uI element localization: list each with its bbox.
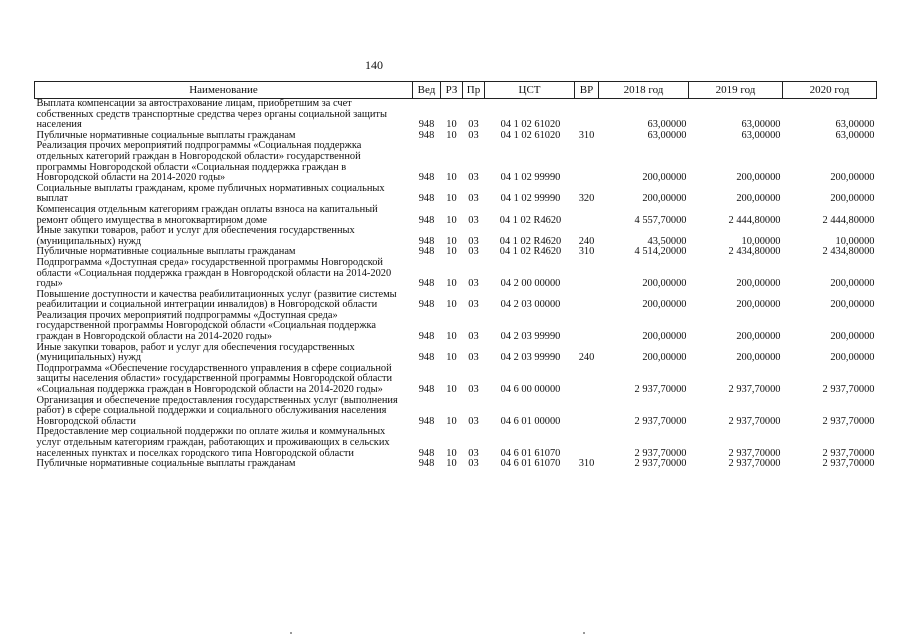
cell-2020: 200,00000 (830, 352, 875, 364)
cell-pr: 03 (468, 235, 479, 247)
cell-2019: 2 937,70000 (728, 415, 781, 427)
cell-2020: 200,00000 (830, 193, 875, 205)
cell-rz: 10 (446, 172, 457, 184)
cell-2018: 200,00000 (642, 331, 687, 343)
cell-ved: 948 (418, 129, 435, 141)
cell-name: Предоставление мер социальной поддержки по оплате жилья и коммунальных услуг отдельным категориям граждан, работающих и проживающих в сельских населенных пунктах и поселках городского типа Новгородской области (36, 426, 390, 459)
cell-2019: 200,00000 (736, 172, 781, 184)
cell-pr: 03 (468, 415, 479, 427)
cell-cst: 04 1 02 R4620 (499, 214, 562, 226)
cell-cst: 04 2 03 99990 (500, 331, 561, 343)
cell-2018: 4 557,70000 (634, 214, 687, 226)
cell-pr: 03 (468, 193, 479, 205)
cell-2018: 200,00000 (642, 299, 687, 311)
cell-2019: 63,00000 (741, 119, 781, 131)
table-row (35, 459, 877, 470)
cell-rz: 10 (446, 246, 457, 258)
cell-2020: 200,00000 (830, 331, 875, 343)
cell-name: Реализация прочих мероприятий подпрограммы «Доступная среда» государственной программы Новгородской области «Социальная поддержка граждан в Новгородской области на 2014-2020 годы» (36, 309, 377, 343)
table-row (35, 396, 877, 428)
cell-cst: 04 6 00 00000 (500, 384, 561, 396)
table-header-row (35, 82, 877, 99)
cell-2019: 10,00000 (741, 235, 781, 247)
cell-pr: 03 (468, 129, 479, 141)
cell-cst: 04 2 03 00000 (500, 299, 561, 311)
cell-vr (575, 141, 599, 183)
table-body (35, 99, 877, 470)
cell-2018: 200,00000 (642, 172, 687, 184)
cell-2019: 200,00000 (736, 299, 781, 311)
cell-pr: 03 (468, 458, 479, 470)
cell-vr (575, 290, 599, 311)
cell-ved: 948 (418, 278, 435, 290)
cell-cst: 04 1 02 61020 (500, 129, 561, 141)
cell-vr (575, 364, 599, 396)
table-row (35, 205, 877, 226)
cell-pr: 03 (468, 331, 479, 343)
cell-2019: 63,00000 (741, 129, 781, 141)
cell-2020: 2 937,70000 (822, 447, 875, 459)
cell-2018: 2 937,70000 (634, 458, 687, 470)
cell-2018: 63,00000 (647, 129, 687, 141)
scan-dot (290, 632, 292, 634)
header-2018: 2018 год (599, 82, 689, 99)
cell-2018: 63,00000 (647, 119, 687, 131)
cell-2018: 200,00000 (642, 278, 687, 290)
cell-2020: 10,00000 (835, 235, 875, 247)
table-row (35, 99, 877, 131)
cell-rz: 10 (446, 299, 457, 311)
cell-name: Реализация прочих мероприятий подпрограммы «Социальная поддержка отдельных категорий граждан в Новгородской области» государственной программы Новгородской области «Социальная поддержка граждан в Новгородской области на 2014-2020 годы» (36, 140, 362, 184)
cell-vr: 240 (578, 235, 595, 247)
cell-vr (575, 396, 599, 428)
cell-2019: 2 434,80000 (728, 246, 781, 258)
cell-ved: 948 (418, 352, 435, 364)
cell-2020: 2 937,70000 (822, 384, 875, 396)
cell-cst: 04 1 02 61020 (500, 119, 561, 131)
header-2019: 2019 год (689, 82, 783, 99)
cell-rz: 10 (446, 119, 457, 131)
cell-2018: 200,00000 (642, 352, 687, 364)
cell-rz: 10 (446, 129, 457, 141)
header-vr: ВР (575, 82, 599, 99)
cell-pr: 03 (468, 299, 479, 311)
header-ved: Вед (413, 82, 441, 99)
table-row (35, 226, 877, 247)
cell-2018: 200,00000 (642, 193, 687, 205)
table-row (35, 141, 877, 183)
table-row (35, 184, 877, 205)
cell-name: Компенсация отдельным категориям граждан оплаты взноса на капитальный ремонт общего имущества в многоквартирном доме (36, 203, 378, 226)
cell-ved: 948 (418, 214, 435, 226)
cell-pr: 03 (468, 119, 479, 131)
cell-rz: 10 (446, 447, 457, 459)
cell-2020: 200,00000 (830, 299, 875, 311)
cell-vr (575, 205, 599, 226)
cell-2019: 2 937,70000 (728, 447, 781, 459)
page-number: 140 (365, 58, 383, 72)
table-row (35, 311, 877, 343)
cell-cst: 04 1 02 R4620 (499, 246, 562, 258)
cell-name: Иные закупки товаров, работ и услуг для обеспечения государственных (муниципальных) нужд (36, 225, 355, 247)
cell-cst: 04 1 02 R4620 (499, 235, 562, 247)
header-name: Наименование (35, 82, 413, 99)
cell-rz: 10 (446, 352, 457, 364)
cell-name: Публичные нормативные социальные выплаты гражданам (36, 129, 296, 141)
cell-ved: 948 (418, 415, 435, 427)
cell-vr (575, 258, 599, 290)
cell-2020: 200,00000 (830, 278, 875, 290)
cell-cst: 04 6 01 00000 (500, 415, 561, 427)
cell-2018: 2 937,70000 (634, 384, 687, 396)
cell-pr: 03 (468, 214, 479, 226)
cell-rz: 10 (446, 278, 457, 290)
cell-2019: 200,00000 (736, 352, 781, 364)
cell-name: Иные закупки товаров, работ и услуг для обеспечения государственных (муниципальных) нужд (36, 341, 355, 364)
cell-pr: 03 (468, 246, 479, 258)
cell-name: Выплата компенсации за автострахование лицам, приобретшим за счет собственных средств транспортные средства через органы социальной защиты населения (36, 98, 387, 131)
cell-ved: 948 (418, 458, 435, 470)
cell-vr: 240 (578, 352, 595, 364)
table-row (35, 364, 877, 396)
cell-rz: 10 (446, 193, 457, 205)
cell-cst: 04 2 00 00000 (500, 278, 561, 290)
cell-rz: 10 (446, 415, 457, 427)
cell-vr (575, 311, 599, 343)
cell-ved: 948 (418, 193, 435, 205)
scan-dot (583, 632, 585, 634)
header-cst: ЦСТ (485, 82, 575, 99)
cell-ved: 948 (418, 246, 435, 258)
cell-name: Подпрограмма «Доступная среда» государственной программы Новгородской области «Социальная поддержка граждан в Новгородской области на 2014-2020 годы» (36, 256, 392, 290)
cell-2020: 63,00000 (835, 119, 875, 131)
header-rz: РЗ (441, 82, 463, 99)
cell-rz: 10 (446, 331, 457, 343)
cell-2020: 63,00000 (835, 129, 875, 141)
cell-pr: 03 (468, 352, 479, 364)
cell-vr: 320 (578, 193, 595, 205)
cell-name: Подпрограмма «Обеспечение государственного управления в сфере социальной защиты населения области» государственной программы Новгородской области «Социальная поддержка граждан в Новгородской области на 2014-2020 годы» (36, 362, 393, 396)
cell-name: Организация и обеспечение предоставления государственных услуг (выполнения работ) в сфере социальной поддержки и социального обслуживания населения Новгородской области (36, 394, 398, 427)
cell-2020: 2 444,80000 (822, 214, 875, 226)
cell-vr: 310 (578, 458, 595, 470)
cell-cst: 04 1 02 99990 (500, 193, 561, 205)
cell-rz: 10 (446, 384, 457, 396)
table-row (35, 290, 877, 311)
cell-2020: 200,00000 (830, 172, 875, 184)
cell-2019: 2 444,80000 (728, 214, 781, 226)
cell-cst: 04 2 03 99990 (500, 352, 561, 364)
cell-vr: 310 (578, 246, 595, 258)
cell-2020: 2 937,70000 (822, 415, 875, 427)
cell-2019: 2 937,70000 (728, 384, 781, 396)
cell-2019: 200,00000 (736, 278, 781, 290)
cell-2018: 2 937,70000 (634, 415, 687, 427)
cell-vr: 310 (578, 129, 595, 141)
cell-ved: 948 (418, 331, 435, 343)
cell-vr (575, 99, 599, 131)
cell-ved: 948 (418, 172, 435, 184)
cell-2019: 2 937,70000 (728, 458, 781, 470)
cell-ved: 948 (418, 235, 435, 247)
cell-2019: 200,00000 (736, 331, 781, 343)
cell-2018: 43,50000 (647, 235, 687, 247)
cell-cst: 04 1 02 99990 (500, 172, 561, 184)
cell-pr: 03 (468, 384, 479, 396)
cell-rz: 10 (446, 214, 457, 226)
cell-name: Публичные нормативные социальные выплаты гражданам (36, 246, 296, 258)
cell-pr: 03 (468, 447, 479, 459)
header-2020: 2020 год (783, 82, 877, 99)
cell-ved: 948 (418, 447, 435, 459)
cell-cst: 04 6 01 61070 (500, 447, 561, 459)
table-row (35, 427, 877, 459)
cell-pr: 03 (468, 172, 479, 184)
cell-2020: 2 434,80000 (822, 246, 875, 258)
cell-name: Повышение доступности и качества реабилитационных услуг (развитие системы реабилитации и социальной интеграции инвалидов) в Новгородской области (36, 288, 397, 311)
table-row (35, 343, 877, 364)
cell-pr: 03 (468, 278, 479, 290)
table-row (35, 258, 877, 290)
cell-name: Социальные выплаты гражданам, кроме публичных нормативных социальных выплат (36, 182, 385, 205)
cell-cst: 04 6 01 61070 (500, 458, 561, 470)
cell-2018: 2 937,70000 (634, 447, 687, 459)
cell-2018: 4 514,20000 (634, 246, 687, 258)
cell-vr (575, 427, 599, 459)
cell-rz: 10 (446, 458, 457, 470)
cell-ved: 948 (418, 299, 435, 311)
cell-ved: 948 (418, 384, 435, 396)
cell-rz: 10 (446, 235, 457, 247)
cell-name: Публичные нормативные социальные выплаты гражданам (36, 458, 296, 470)
cell-2020: 2 937,70000 (822, 458, 875, 470)
header-pr: Пр (463, 82, 485, 99)
budget-table (34, 81, 877, 470)
cell-ved: 948 (418, 119, 435, 131)
cell-2019: 200,00000 (736, 193, 781, 205)
